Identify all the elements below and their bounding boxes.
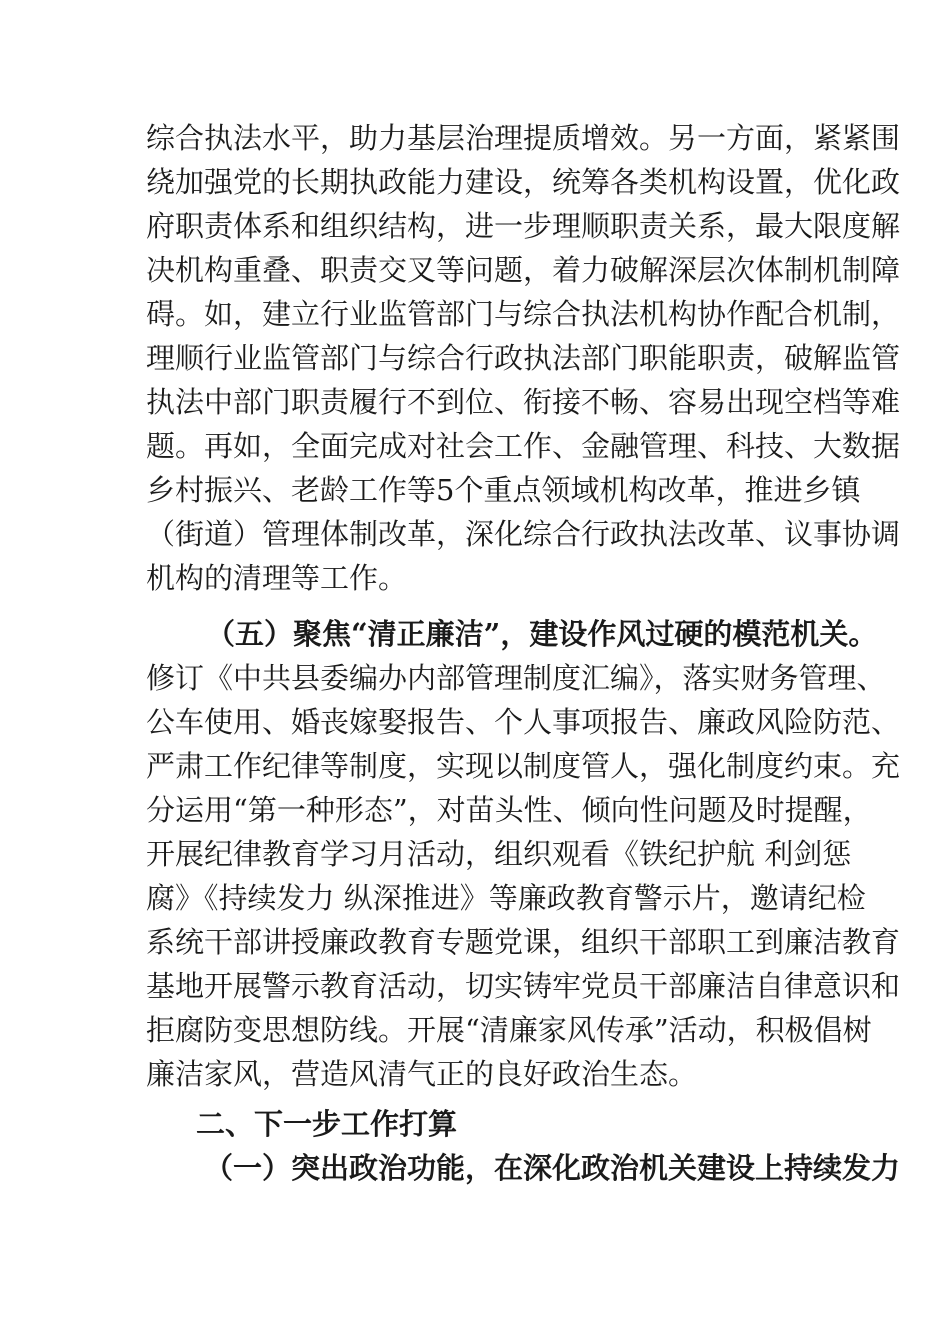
paragraph-2-line-3: 严肃工作纪律等制度，实现以制度管人，强化制度约束。充 [146,749,901,783]
paragraph-2-line-8: 基地开展警示教育活动，切实铸牢党员干部廉洁自律意识和 [146,969,901,1003]
section-2-heading: 二、下一步工作打算 [196,1107,458,1141]
paragraph-1-line-4: 决机构重叠、职责交叉等问题，着力破解深层次体制机制障 [146,253,901,287]
paragraph-1-line-7: 执法中部门职责履行不到位、衔接不畅、容易出现空档等难 [146,385,901,419]
paragraph-2-line-4: 分运用“第一种形态”，对苗头性、倾向性问题及时提醒， [146,793,872,827]
section-5-heading: （五）聚焦“清正廉洁”，建设作风过硬的模范机关。 [206,617,878,651]
paragraph-2-line-5: 开展纪律教育学习月活动，组织观看《铁纪护航 利剑惩 [146,837,852,871]
paragraph-1-line-8: 题。再如，全面完成对社会工作、金融管理、科技、大数据 [146,429,901,463]
paragraph-1-line-11: 机构的清理等工作。 [146,561,408,595]
paragraph-2-line-10: 廉洁家风，营造风清气正的良好政治生态。 [146,1057,698,1091]
paragraph-1-line-2: 绕加强党的长期执政能力建设，统筹各类机构设置，优化政 [146,165,901,199]
paragraph-1-line-1: 综合执法水平，助力基层治理提质增效。另一方面，紧紧围 [146,121,901,155]
paragraph-1-line-5: 碍。如，建立行业监管部门与综合执法机构协作配合机制， [146,297,901,331]
subsection-1-heading: （一）突出政治功能，在深化政治机关建设上持续发力 [204,1151,901,1185]
paragraph-2-line-9: 拒腐防变思想防线。开展“清廉家风传承”活动，积极倡树 [146,1013,872,1047]
paragraph-2-line-2: 公车使用、婚丧嫁娶报告、个人事项报告、廉政风险防范、 [146,705,901,739]
paragraph-1-line-9: 乡村振兴、老龄工作等5个重点领域机构改革，推进乡镇 [146,473,861,507]
paragraph-1-line-10: （街道）管理体制改革，深化综合行政执法改革、议事协调 [146,517,901,551]
paragraph-2-line-7: 系统干部讲授廉政教育专题党课，组织干部职工到廉洁教育 [146,925,901,959]
paragraph-2-line-1: 修订《中共县委编办内部管理制度汇编》，落实财务管理、 [146,661,886,695]
paragraph-1-line-6: 理顺行业监管部门与综合行政执法部门职能职责，破解监管 [146,341,901,375]
paragraph-2-line-6: 腐》《持续发力 纵深推进》等廉政教育警示片，邀请纪检 [146,881,866,915]
paragraph-1-line-3: 府职责体系和组织结构，进一步理顺职责关系，最大限度解 [146,209,901,243]
